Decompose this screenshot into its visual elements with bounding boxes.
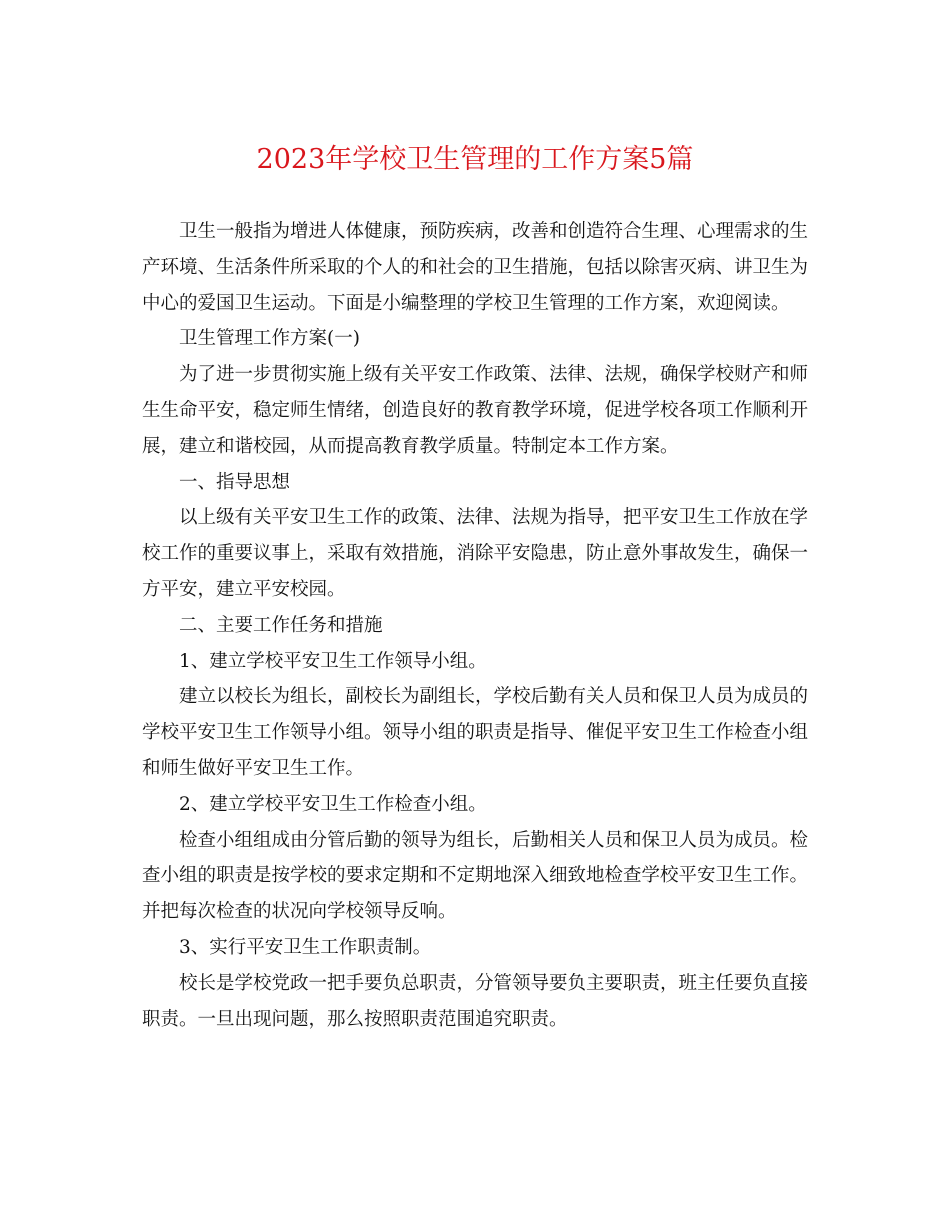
document-body xyxy=(142,214,808,1037)
body-paragraph: 建立以校长为组长，副校长为副组长，学校后勤有关人员和保卫人员为成员的学校平安卫生工作领导小组。领导小组的职责是指导、催促平安卫生工作检查小组和师生做好平安卫生工作。 xyxy=(142,686,809,779)
intro-paragraph: 卫生一般指为增进人体健康，预防疾病，改善和创造符合生理、心理需求的生产环境、生活条件所采取的个人的和社会的卫生措施，包括以除害灭病、讲卫生为中心的爱国卫生运动。下面是小编整理的学校卫生管理的工作方案，欢迎阅读。 xyxy=(142,221,809,314)
numbered-item: 1、建立学校平安卫生工作领导小组。 xyxy=(179,650,487,672)
numbered-item: 2、建立学校平安卫生工作检查小组。 xyxy=(179,793,487,815)
numbered-item: 3、实行平安卫生工作职责制。 xyxy=(179,936,432,958)
section-heading: 二、主要工作任务和措施 xyxy=(179,614,383,636)
body-paragraph: 以上级有关平安卫生工作的政策、法律、法规为指导，把平安卫生工作放在学校工作的重要议事上，采取有效措施，消除平安隐患，防止意外事故发生，确保一方平安，建立平安校园。 xyxy=(142,507,809,600)
section-heading: 卫生管理工作方案(一) xyxy=(179,328,360,350)
body-paragraph: 校长是学校党政一把手要负总职责，分管领导要负主要职责，班主任要负直接职责。一旦出现问题，那么按照职责范围追究职责。 xyxy=(142,972,809,1030)
body-paragraph: 检查小组组成由分管后勤的领导为组长，后勤相关人员和保卫人员为成员。检查小组的职责是按学校的要求定期和不定期地深入细致地检查学校平安卫生工作。并把每次检查的状况向学校领导反响。 xyxy=(142,829,809,923)
body-paragraph: 为了进一步贯彻实施上级有关平安工作政策、法律、法规，确保学校财产和师生生命平安，稳定师生情绪，创造良好的教育教学环境，促进学校各项工作顺利开展，建立和谐校园，从而提高教育教学质量。特制定本工作方案。 xyxy=(142,364,809,457)
section-heading: 一、指导思想 xyxy=(179,471,291,493)
document-title: 2023年学校卫生管理的工作方案5篇 xyxy=(256,144,694,175)
